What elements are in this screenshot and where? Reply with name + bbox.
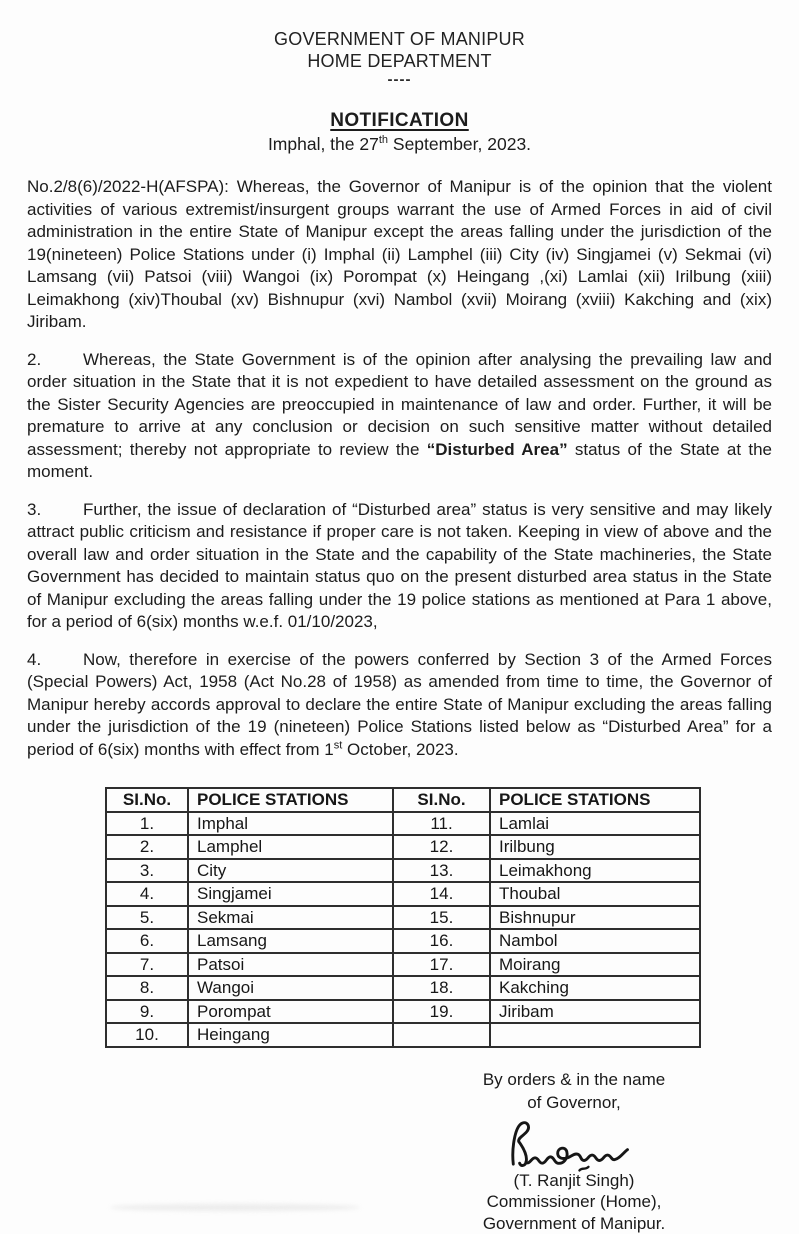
table-row <box>106 1023 700 1047</box>
sl-no-cell: 18. <box>393 976 490 1000</box>
sl-no-cell: 11. <box>393 812 490 836</box>
table-row <box>106 859 700 883</box>
table-row <box>106 882 700 906</box>
department-name: HOME DEPARTMENT <box>27 50 772 72</box>
table-row <box>106 1000 700 1024</box>
signatory-org: Government of Manipur. <box>424 1213 724 1234</box>
paragraph-2 <box>27 349 772 484</box>
body-text <box>27 176 772 761</box>
table-row <box>106 976 700 1000</box>
police-station-cell: Heingang <box>188 1023 393 1047</box>
police-station-cell: Sekmai <box>188 906 393 930</box>
header-police-stations-2: POLICE STATIONS <box>490 788 700 812</box>
signature-block <box>424 1068 724 1234</box>
table-row <box>106 835 700 859</box>
police-station-cell: Bishnupur <box>490 906 700 930</box>
dateline: Imphal, the 27th September, 2023. <box>27 133 772 156</box>
police-station-cell: Singjamei <box>188 882 393 906</box>
police-station-cell: Lamsang <box>188 929 393 953</box>
sl-no-cell: 10. <box>106 1023 188 1047</box>
police-station-cell: Irilbung <box>490 835 700 859</box>
of-governor-line: of Governor, <box>424 1091 724 1114</box>
paragraph-text: Now, therefore in exercise of the powers conferred by Section 3 of the Armed Forces (Special Powers) Act, 1958 (Act No.28 of 1958) as amended from time to time, the Governor of Manipur hereby accords approval to declare the entire State of Manipur excluding the areas falling under the jurisdiction of the 19 (nineteen) Police Stations listed below as “Disturbed Area” for a period of 6(six) months with effect from 1st October, 2023. <box>27 650 772 759</box>
table-row <box>106 953 700 977</box>
police-station-cell: Porompat <box>188 1000 393 1024</box>
sl-no-cell: 16. <box>393 929 490 953</box>
header-sl-no-1: SI.No. <box>106 788 188 812</box>
scan-artifact <box>110 1204 360 1211</box>
sl-no-cell: 13. <box>393 859 490 883</box>
paragraph-text: Whereas, the State Government is of the opinion after analysing the prevailing law and order situation in the State that it is not expedient to have detailed assessment on the ground as the Sister Security Agencies are preoccupied in maintenance of law and order. Further, it will be premature to arrive at any conclusion or decision on such sensitive matter without detailed assessment; thereby not appropriate to review the “Disturbed Area” status of the State at the moment. <box>27 350 772 482</box>
sl-no-cell: 4. <box>106 882 188 906</box>
police-station-cell: City <box>188 859 393 883</box>
paragraph-text: No.2/8(6)/2022-H(AFSPA): Whereas, the Governor of Manipur is of the opinion that the violent activities of various extremist/insurgent groups warrant the use of Armed Forces in aid of civil administration in the entire State of Manipur except the areas falling under the jurisdiction of the 19(nineteen) Police Stations under (i) Imphal (ii) Lamphel (iii) City (iv) Singjamei (v) Sekmai (vi) Lamsang (vii) Patsoi (viii) Wangoi (ix) Porompat (x) Heingang ,(xi) Lamlai (xii) Irilbung (xiii) Leimakhong (xiv)Thoubal (xv) Bishnupur (xvi) Nambol (xvii) Moirang (xviii) Kakching and (xix) Jiribam. <box>27 177 772 331</box>
sl-no-cell: 12. <box>393 835 490 859</box>
sl-no-cell: 19. <box>393 1000 490 1024</box>
police-stations-table <box>105 787 701 1048</box>
paragraph-number: 4. <box>27 649 83 672</box>
paragraph-1 <box>27 176 772 334</box>
police-station-cell: Moirang <box>490 953 700 977</box>
police-station-cell: Thoubal <box>490 882 700 906</box>
sl-no-cell: 9. <box>106 1000 188 1024</box>
header-sl-no-2: SI.No. <box>393 788 490 812</box>
police-stations-tbody <box>106 812 700 1047</box>
paragraph-number: 2. <box>27 349 83 372</box>
table-row <box>106 906 700 930</box>
police-station-cell: Nambol <box>490 929 700 953</box>
sl-no-cell: 7. <box>106 953 188 977</box>
sl-no-cell: 8. <box>106 976 188 1000</box>
notification-title <box>27 109 772 133</box>
sl-no-cell: 3. <box>106 859 188 883</box>
sl-no-cell: 6. <box>106 929 188 953</box>
government-name: GOVERNMENT OF MANIPUR <box>27 28 772 50</box>
paragraph-4 <box>27 649 772 762</box>
header-separator: ---- <box>27 72 772 87</box>
police-station-cell: Kakching <box>490 976 700 1000</box>
sl-no-cell: 5. <box>106 906 188 930</box>
police-station-cell: Imphal <box>188 812 393 836</box>
notification-title-text: NOTIFICATION <box>330 110 469 131</box>
sl-no-cell: 2. <box>106 835 188 859</box>
sl-no-cell <box>393 1023 490 1047</box>
paragraph-text: Further, the issue of declaration of “Disturbed area” status is very sensitive and may likely attract public criticism and resistance if proper care is not taken. Keeping in view of above and the overall law and order situation in the State and the capability of the State machineries, the State Government has decided to maintain status quo on the present disturbed area status in the State of Manipur excluding the areas falling under the 19 police stations as mentioned at Para 1 above, for a period of 6(six) months w.e.f. 01/10/2023, <box>27 500 772 632</box>
police-station-cell: Jiribam <box>490 1000 700 1024</box>
by-orders-line: By orders & in the name <box>424 1068 724 1091</box>
police-station-cell: Lamphel <box>188 835 393 859</box>
sl-no-cell: 15. <box>393 906 490 930</box>
police-station-cell: Patsoi <box>188 953 393 977</box>
police-station-cell: Leimakhong <box>490 859 700 883</box>
police-station-cell: Lamlai <box>490 812 700 836</box>
header-police-stations-1: POLICE STATIONS <box>188 788 393 812</box>
table-row <box>106 812 700 836</box>
signatory-title: Commissioner (Home), <box>424 1191 724 1213</box>
sl-no-cell: 1. <box>106 812 188 836</box>
police-station-cell: Wangoi <box>188 976 393 1000</box>
paragraph-number: 3. <box>27 499 83 522</box>
sl-no-cell: 14. <box>393 882 490 906</box>
sl-no-cell: 17. <box>393 953 490 977</box>
table-header-row <box>106 788 700 812</box>
signatory-name: (T. Ranjit Singh) <box>424 1170 724 1192</box>
paragraph-3 <box>27 499 772 634</box>
signature-ink-icon <box>490 1117 658 1175</box>
police-station-cell <box>490 1023 700 1047</box>
table-row <box>106 929 700 953</box>
document-header <box>27 28 772 87</box>
